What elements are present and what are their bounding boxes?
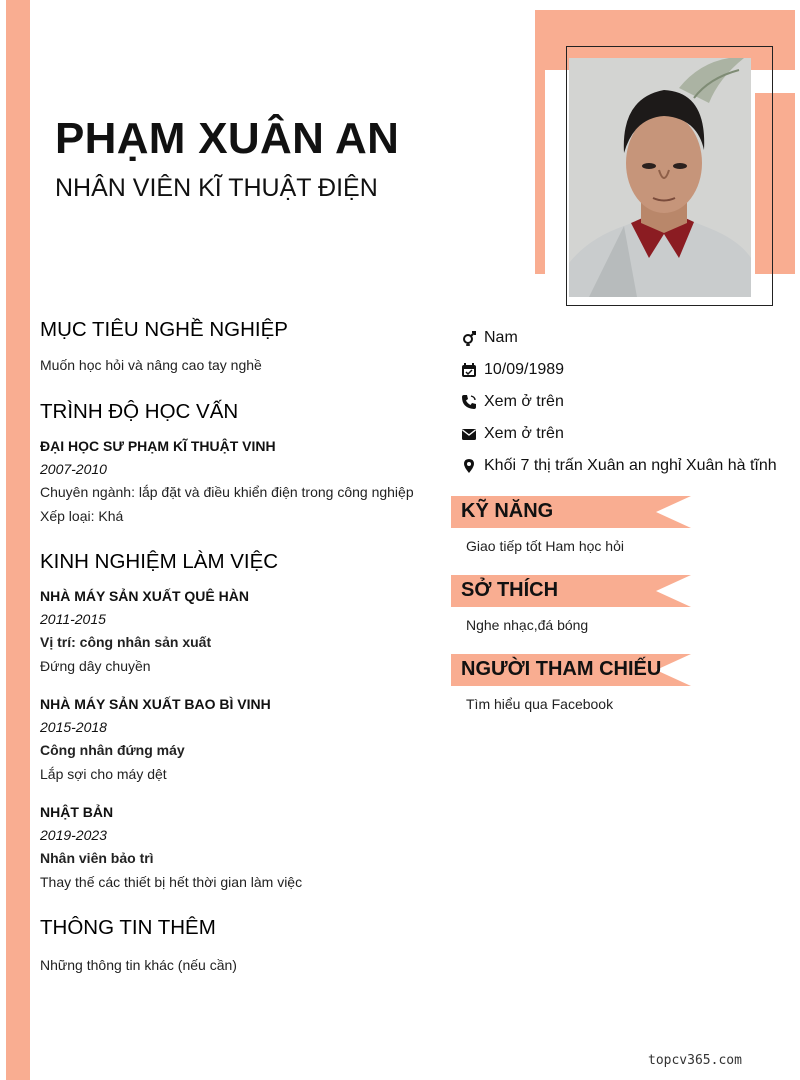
experience-company: NHẬT BẢN [40, 804, 114, 820]
experience-period: 2019-2023 [40, 827, 107, 843]
skills-text: Giao tiếp tốt Ham học hỏi [466, 538, 624, 554]
hobbies-text: Nghe nhạc,đá bóng [466, 617, 589, 633]
education-school: ĐẠI HỌC SƯ PHẠM KĨ THUẬT VINH [40, 438, 276, 454]
experience-item [40, 588, 440, 674]
watermark: topcv365.com [648, 1053, 742, 1068]
objective-section [40, 318, 440, 374]
experience-item [40, 696, 440, 782]
experience-period: 2011-2015 [40, 611, 106, 627]
phone-row [460, 386, 790, 418]
experience-section [40, 550, 440, 890]
education-section [40, 400, 440, 524]
profile-photo [569, 58, 751, 297]
education-major: Chuyên ngành: lắp đặt và điều khiển điện trong công nghiệp [40, 484, 414, 500]
experience-desc: Thay thế các thiết bị hết thời gian làm việc [40, 874, 303, 890]
additional-heading: THÔNG TIN THÊM [40, 916, 216, 939]
job-position: NHÂN VIÊN KĨ THUẬT ĐIỆN [55, 174, 378, 202]
calendar-icon [460, 361, 478, 379]
education-period: 2007-2010 [40, 461, 107, 477]
email-row [460, 418, 790, 450]
hobbies-heading: SỞ THÍCH [461, 579, 559, 601]
left-accent-bar [6, 0, 30, 1080]
additional-section [40, 916, 440, 974]
gender-value: Nam [484, 329, 518, 346]
experience-desc: Lắp sợi cho máy dệt [40, 766, 167, 782]
personal-info [460, 322, 790, 482]
phone-icon [460, 393, 478, 411]
left-column [40, 318, 440, 974]
skills-heading-ribbon [451, 496, 691, 528]
birthday-row [460, 354, 790, 386]
experience-heading: KINH NGHIỆM LÀM VIỆC [40, 550, 279, 573]
experience-period: 2015-2018 [40, 719, 107, 735]
hobbies-heading-ribbon [451, 575, 691, 607]
experience-role: Công nhân đứng máy [40, 742, 185, 758]
objective-heading: MỤC TIÊU NGHỀ NGHIỆP [40, 318, 288, 341]
birthday-value: 10/09/1989 [484, 361, 565, 378]
experience-company: NHÀ MÁY SẢN XUẤT QUÊ HÀN [40, 588, 249, 604]
experience-company: NHÀ MÁY SẢN XUẤT BAO BÌ VINH [40, 696, 271, 712]
additional-text: Những thông tin khác (nếu cần) [40, 957, 237, 973]
objective-text: Muốn học hỏi và nâng cao tay nghề [40, 357, 262, 373]
references-heading: NGƯỜI THAM CHIẾU [461, 658, 662, 680]
gender-icon [460, 329, 478, 347]
phone-value: Xem ở trên [484, 393, 564, 410]
email-value: Xem ở trên [484, 425, 564, 442]
skills-heading: KỸ NĂNG [461, 500, 554, 522]
experience-item [40, 804, 440, 890]
experience-role: Nhân viên bảo trì [40, 850, 154, 866]
references-heading-ribbon [451, 654, 691, 686]
envelope-icon [460, 425, 478, 443]
experience-role: Vị trí: công nhân sản xuất [40, 634, 212, 650]
references-text: Tìm hiểu qua Facebook [466, 696, 614, 712]
education-grade: Xếp loại: Khá [40, 508, 124, 524]
address-row [460, 450, 790, 482]
photo-deco-left [535, 10, 545, 274]
location-pin-icon [460, 457, 478, 475]
experience-desc: Đứng dây chuyền [40, 658, 151, 674]
education-heading: TRÌNH ĐỘ HỌC VẤN [40, 400, 239, 423]
address-value: Khối 7 thị trấn Xuân an nghỉ Xuân hà tĩnh [484, 457, 777, 474]
gender-row [460, 322, 790, 354]
candidate-name: PHẠM XUÂN AN [55, 114, 400, 163]
